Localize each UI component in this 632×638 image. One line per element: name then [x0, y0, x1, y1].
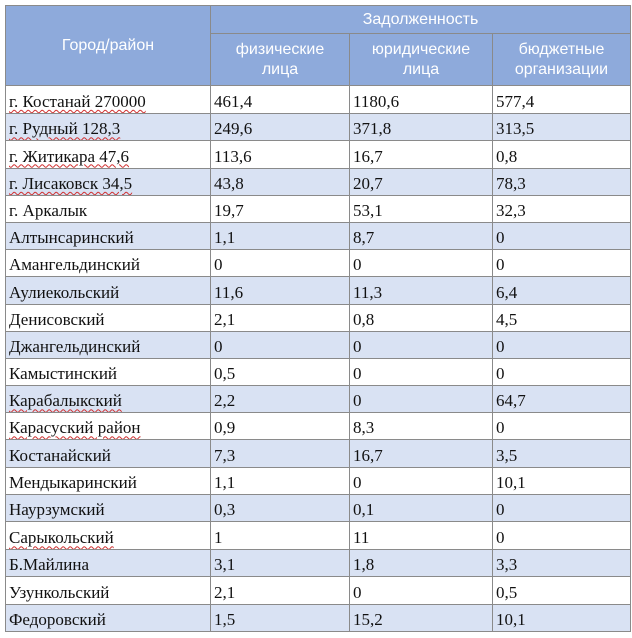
cell-individuals: [211, 331, 350, 358]
table-row: [6, 304, 631, 331]
cell-individuals-text: 461,4: [214, 92, 253, 112]
cell-individuals-text: 1: [214, 528, 223, 548]
cell-city-name: [6, 141, 211, 168]
cell-individuals-text: 0,3: [214, 500, 236, 520]
cell-legal-text: 8,7: [353, 228, 375, 248]
cell-individuals-text: 0,5: [214, 364, 236, 384]
cell-city-name-text: Б.Майлина: [9, 555, 89, 575]
cell-budget-text: 0: [496, 228, 505, 248]
cell-budget: [493, 467, 631, 494]
cell-city-name-text: Узункольский: [9, 582, 110, 602]
cell-budget: [493, 86, 631, 114]
table-row: [6, 250, 631, 277]
table-row: [6, 386, 631, 413]
cell-individuals-text: 0,9: [214, 418, 236, 438]
cell-legal: [350, 550, 493, 577]
cell-city-name-text: Наурзумский: [9, 500, 105, 520]
cell-city-name: [6, 467, 211, 494]
cell-individuals: [211, 577, 350, 604]
cell-budget-text: 0: [496, 364, 505, 384]
cell-city-name: [6, 604, 211, 631]
cell-individuals-text: 19,7: [214, 200, 244, 220]
cell-individuals: [211, 494, 350, 521]
cell-city-name-text: г. Лисаковск 34,5: [9, 173, 133, 193]
cell-city-name: [6, 195, 211, 222]
cell-city-name: [6, 386, 211, 413]
cell-individuals: [211, 440, 350, 467]
cell-legal: [350, 86, 493, 114]
cell-individuals: [211, 467, 350, 494]
cell-city-name-text: Камыстинский: [9, 364, 118, 384]
cell-legal: [350, 604, 493, 631]
cell-individuals: [211, 304, 350, 331]
cell-individuals-text: 0: [214, 255, 223, 275]
table-row: [6, 604, 631, 631]
cell-budget-text: 0: [496, 255, 505, 275]
cell-city-name: [6, 304, 211, 331]
cell-legal: [350, 250, 493, 277]
cell-legal: [350, 304, 493, 331]
cell-budget: [493, 494, 631, 521]
cell-legal-text: 16,7: [353, 445, 383, 465]
cell-city-name-text: Алтынсаринский: [9, 228, 134, 248]
table-row: [6, 467, 631, 494]
cell-city-name: [6, 168, 211, 195]
cell-city-name: [6, 522, 211, 550]
cell-city-name-text: г. Рудный 128,3: [9, 119, 121, 139]
debt-table: [5, 5, 631, 632]
cell-legal: [350, 440, 493, 467]
cell-budget-text: 10,1: [496, 472, 526, 492]
cell-individuals: [211, 86, 350, 114]
cell-legal-text: 0,8: [353, 309, 375, 329]
table-row: [6, 331, 631, 358]
cell-budget: [493, 440, 631, 467]
cell-legal-text: 11: [353, 528, 370, 548]
cell-budget-text: 10,1: [496, 610, 526, 629]
cell-legal-text: 0: [353, 255, 362, 275]
cell-city-name: [6, 413, 211, 440]
cell-legal-text: 1180,6: [353, 92, 400, 112]
cell-budget: [493, 413, 631, 440]
cell-budget-text: 0: [496, 528, 505, 548]
cell-budget-text: 0: [496, 418, 505, 438]
cell-city-name-text: Карабалыкский: [9, 391, 122, 411]
table-row: [6, 494, 631, 521]
cell-city-name: [6, 331, 211, 358]
cell-city-name-text: Федоровский: [9, 610, 106, 629]
cell-individuals-text: 0: [214, 336, 223, 356]
cell-legal-text: 0: [353, 472, 362, 492]
cell-budget-text: 577,4: [496, 92, 535, 112]
table-row: [6, 195, 631, 222]
cell-city-name-text: г. Житикара 47,6: [9, 146, 130, 166]
cell-legal: [350, 358, 493, 385]
cell-legal-text: 0: [353, 391, 362, 411]
cell-budget-text: 0,8: [496, 146, 518, 166]
cell-individuals-text: 113,6: [214, 146, 252, 166]
cell-individuals-text: 2,1: [214, 309, 236, 329]
cell-individuals-text: 1,1: [214, 228, 236, 248]
cell-individuals: [211, 114, 350, 141]
cell-budget: [493, 331, 631, 358]
cell-budget: [493, 141, 631, 168]
cell-individuals-text: 1,1: [214, 472, 236, 492]
cell-budget-text: 3,5: [496, 445, 518, 465]
cell-budget-text: 0: [496, 500, 505, 520]
cell-city-name: [6, 222, 211, 249]
cell-budget: [493, 386, 631, 413]
cell-budget-text: 313,5: [496, 119, 535, 139]
cell-city-name-text: г. Аркалык: [9, 200, 88, 220]
table-row: [6, 413, 631, 440]
table-row: [6, 277, 631, 304]
cell-individuals: [211, 550, 350, 577]
cell-individuals: [211, 222, 350, 249]
cell-budget: [493, 250, 631, 277]
table-row: [6, 114, 631, 141]
cell-budget: [493, 577, 631, 604]
cell-city-name-text: Карасуский район: [9, 418, 141, 438]
cell-legal: [350, 141, 493, 168]
cell-city-name-text: Сарыкольский: [9, 528, 114, 548]
cell-budget-text: 0: [496, 336, 505, 356]
cell-city-name-text: г. Костанай 270000: [9, 92, 146, 112]
cell-legal-text: 15,2: [353, 610, 383, 629]
cell-legal-text: 16,7: [353, 146, 383, 166]
cell-individuals: [211, 141, 350, 168]
cell-individuals: [211, 250, 350, 277]
cell-legal: [350, 467, 493, 494]
cell-individuals-text: 7,3: [214, 445, 236, 465]
cell-budget: [493, 604, 631, 631]
header-budget: бюджетные организации: [493, 34, 631, 86]
cell-budget: [493, 304, 631, 331]
table-row: [6, 168, 631, 195]
cell-individuals: [211, 413, 350, 440]
cell-legal: [350, 494, 493, 521]
cell-budget: [493, 277, 631, 304]
cell-legal-text: 53,1: [353, 200, 383, 220]
cell-legal-text: 8,3: [353, 418, 375, 438]
cell-budget: [493, 168, 631, 195]
cell-budget: [493, 222, 631, 249]
cell-legal: [350, 114, 493, 141]
cell-budget-text: 32,3: [496, 200, 526, 220]
cell-individuals-text: 2,1: [214, 582, 236, 602]
cell-budget: [493, 195, 631, 222]
cell-individuals-text: 249,6: [214, 119, 253, 139]
cell-city-name-text: Амангельдинский: [9, 255, 140, 275]
cell-legal-text: 0: [353, 364, 362, 384]
cell-individuals: [211, 386, 350, 413]
cell-budget-text: 64,7: [496, 391, 526, 411]
cell-individuals-text: 11,6: [214, 282, 244, 302]
cell-legal: [350, 331, 493, 358]
cell-city-name: [6, 277, 211, 304]
cell-city-name: [6, 494, 211, 521]
table-row: [6, 358, 631, 385]
cell-budget: [493, 522, 631, 550]
cell-city-name-text: Денисовский: [9, 309, 105, 329]
cell-budget-text: 6,4: [496, 282, 518, 302]
cell-legal-text: 371,8: [353, 119, 392, 139]
cell-budget-text: 78,3: [496, 173, 526, 193]
cell-individuals: [211, 195, 350, 222]
table-row: [6, 440, 631, 467]
cell-individuals: [211, 168, 350, 195]
header-legal: юридические лица: [350, 34, 493, 86]
cell-legal-text: 1,8: [353, 555, 375, 575]
cell-budget: [493, 550, 631, 577]
cell-legal-text: 20,7: [353, 173, 383, 193]
cell-individuals: [211, 277, 350, 304]
cell-individuals: [211, 604, 350, 631]
table-row: [6, 222, 631, 249]
cell-city-name: [6, 86, 211, 114]
cell-budget: [493, 114, 631, 141]
cell-individuals-text: 3,1: [214, 555, 236, 575]
cell-legal-text: 0: [353, 582, 362, 602]
table-row: [6, 577, 631, 604]
cell-individuals-text: 43,8: [214, 173, 244, 193]
cell-city-name: [6, 250, 211, 277]
cell-city-name-text: Джангельдинский: [9, 336, 141, 356]
cell-city-name-text: Мендыкаринский: [9, 472, 137, 492]
cell-city-name: [6, 114, 211, 141]
cell-legal: [350, 522, 493, 550]
cell-individuals-text: 1,5: [214, 610, 236, 629]
cell-budget-text: 3,3: [496, 555, 518, 575]
cell-legal: [350, 168, 493, 195]
cell-legal: [350, 413, 493, 440]
table-row: [6, 86, 631, 114]
table-row: [6, 522, 631, 550]
cell-legal: [350, 577, 493, 604]
cell-city-name: [6, 577, 211, 604]
table-row: [6, 550, 631, 577]
cell-legal-text: 0,1: [353, 500, 375, 520]
header-individuals: физические лица: [211, 34, 350, 86]
cell-individuals: [211, 522, 350, 550]
cell-budget-text: 0,5: [496, 582, 518, 602]
cell-legal: [350, 277, 493, 304]
cell-city-name-text: Аулиекольский: [9, 282, 120, 302]
cell-individuals: [211, 358, 350, 385]
cell-city-name: [6, 358, 211, 385]
cell-legal: [350, 222, 493, 249]
table-body: [6, 86, 631, 632]
cell-budget-text: 4,5: [496, 309, 518, 329]
cell-individuals-text: 2,2: [214, 391, 236, 411]
cell-legal: [350, 195, 493, 222]
cell-legal-text: 0: [353, 336, 362, 356]
cell-legal: [350, 386, 493, 413]
header-city: Город/район: [6, 6, 211, 86]
table-header: [6, 6, 631, 86]
header-debt: Задолженность: [211, 6, 631, 34]
table-row: [6, 141, 631, 168]
cell-legal-text: 11,3: [353, 282, 383, 302]
cell-city-name: [6, 440, 211, 467]
cell-budget: [493, 358, 631, 385]
cell-city-name-text: Костанайский: [9, 445, 111, 465]
cell-city-name: [6, 550, 211, 577]
